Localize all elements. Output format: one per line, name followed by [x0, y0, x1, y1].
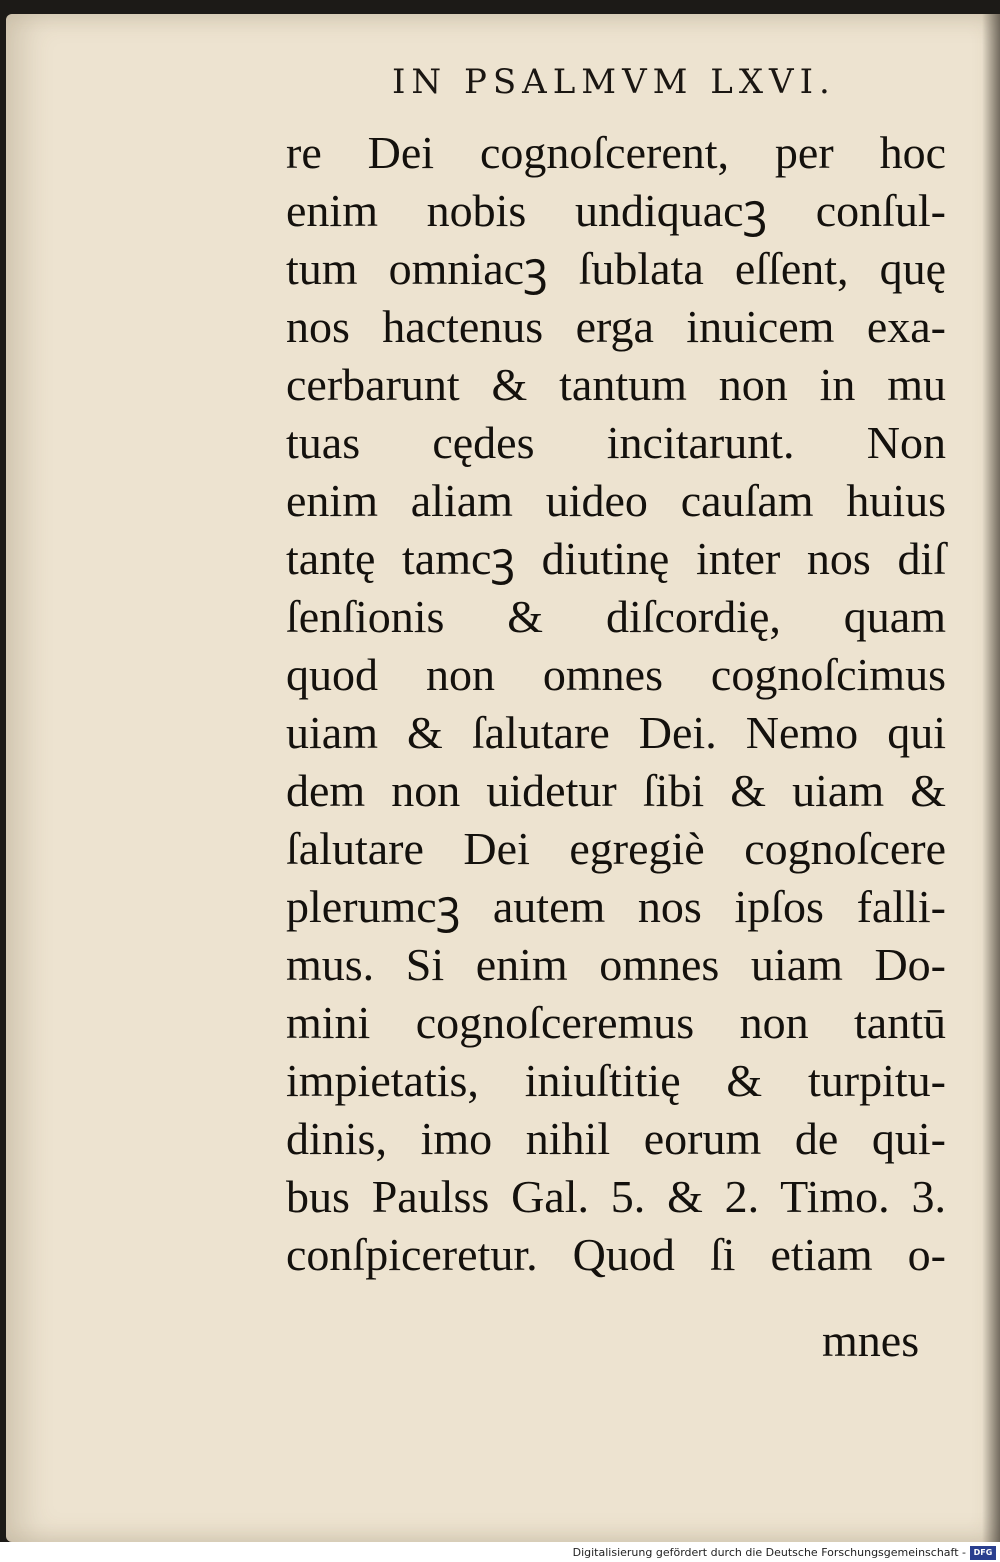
text-line: bus Paulss Gal. 5. & 2. Timo. 3. [286, 1171, 946, 1222]
text-line: plerumcꝫ autem nos ipſos falli- [286, 881, 946, 932]
text-line: tantę tamcꝫ diutinę inter nos diſ [286, 533, 946, 584]
text-line: dem non uidetur ſibi & uiam & [286, 765, 946, 816]
text-line: conſpiceretur. Quod ſi etiam o- [286, 1229, 946, 1280]
footer-credit: Digitalisierung gefördert durch die Deutsche Forschungsgemeinschaft - [572, 1546, 966, 1559]
text-line: quod non omnes cognoſcimus [286, 649, 946, 700]
text-line: mini cognoſceremus non tantū [286, 997, 946, 1048]
text-line: tuas cędes incitarunt. Non [286, 417, 946, 468]
catchword: mnes [822, 1315, 920, 1366]
text-line: enim aliam uideo cauſam huius [286, 475, 946, 526]
text-line: mus. Si enim omnes uiam Do- [286, 939, 946, 990]
text-line: dinis, imo nihil eorum de qui- [286, 1113, 946, 1164]
dfg-logo: DFG [970, 1546, 996, 1560]
text-line: uiam & ſalutare Dei. Nemo qui [286, 707, 946, 758]
text-line: ſenſionis & diſcordię, quam [286, 591, 946, 642]
text-line: impietatis, iniuſtitię & turpitu- [286, 1055, 946, 1106]
running-head: IN PSALMVM LXVI. [392, 62, 836, 102]
text-line: ſalutare Dei egregiè cognoſcere [286, 823, 946, 874]
text-line: cerbarunt & tantum non in mu [286, 359, 946, 410]
text-line: enim nobis undiquacꝫ conſul- [286, 185, 946, 236]
page-edge-shadow [982, 14, 1000, 1542]
footer-bar [0, 1542, 1000, 1562]
text-line: re Dei cognoſcerent, per hoc [286, 127, 946, 178]
text-line: tum omniacꝫ ſublata eſſent, quę [286, 243, 946, 294]
text-line: nos hactenus erga inuicem exa- [286, 301, 946, 352]
body-text [286, 124, 946, 1284]
